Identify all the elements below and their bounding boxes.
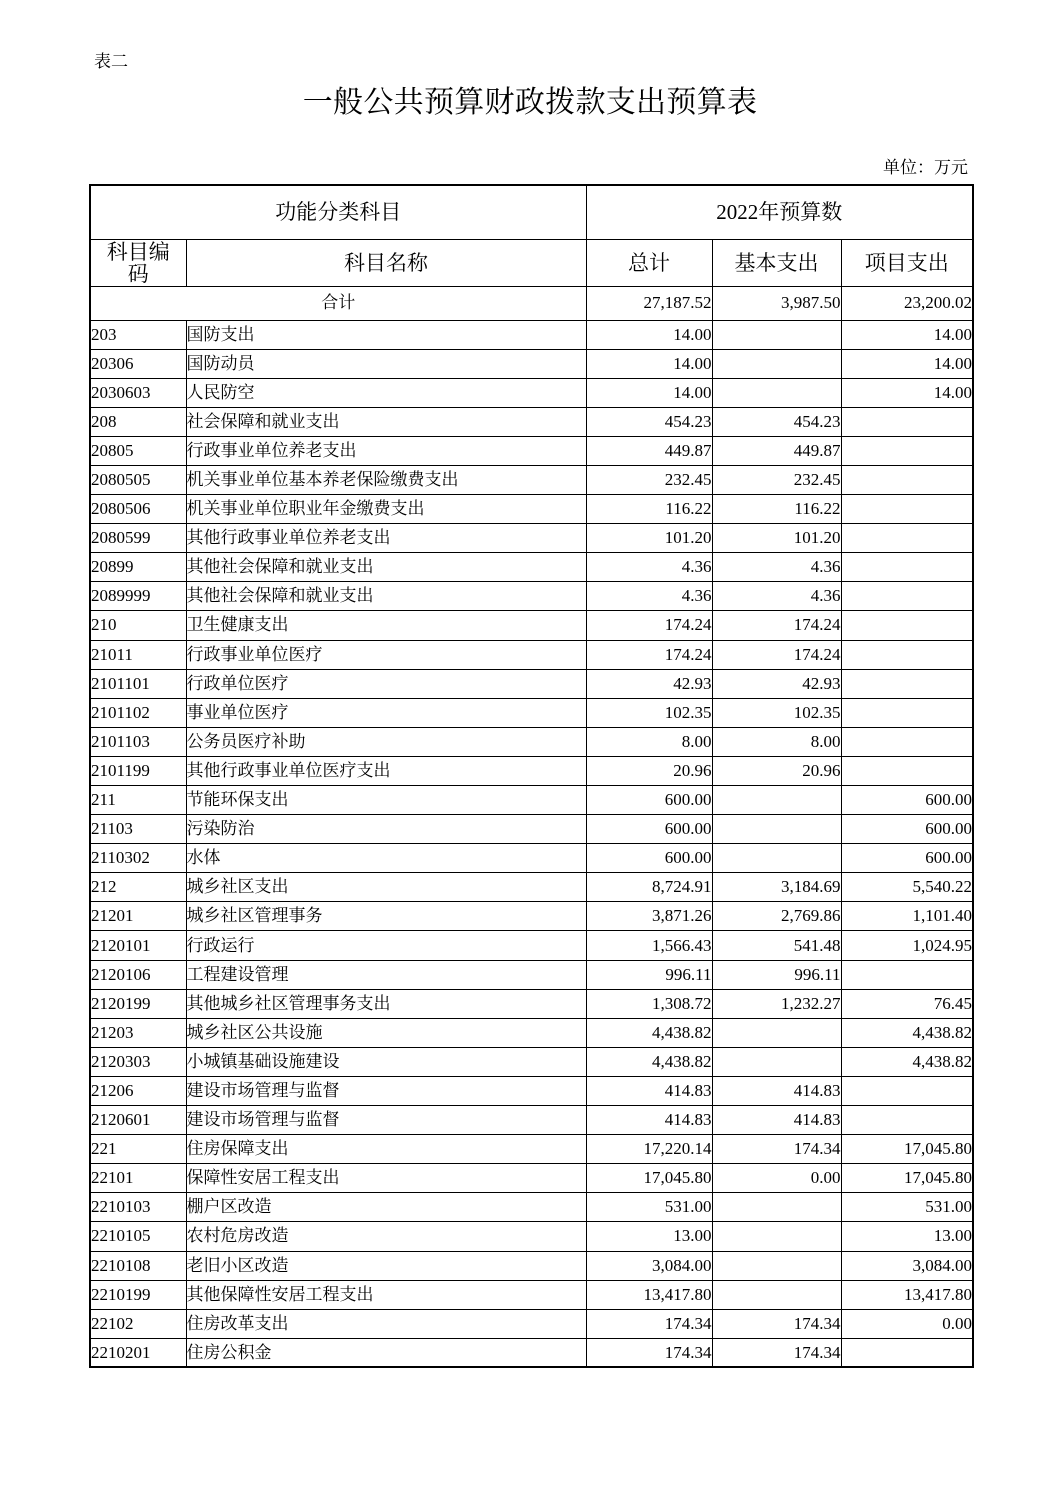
summary-row xyxy=(90,286,973,320)
total-cell: 13.00 xyxy=(586,1222,712,1251)
project-cell: 600.00 xyxy=(841,815,973,844)
total-cell: 14.00 xyxy=(586,320,712,349)
basic-cell xyxy=(712,320,841,349)
basic-cell: 174.34 xyxy=(712,1135,841,1164)
code-cell: 2030603 xyxy=(90,378,186,407)
code-cell: 211 xyxy=(90,786,186,815)
code-cell: 21203 xyxy=(90,1018,186,1047)
project-cell xyxy=(841,465,973,494)
total-cell: 4.36 xyxy=(586,582,712,611)
name-cell: 卫生健康支出 xyxy=(186,611,586,640)
summary-basic: 3,987.50 xyxy=(712,286,841,320)
code-cell: 2101101 xyxy=(90,669,186,698)
name-cell: 其他行政事业单位养老支出 xyxy=(186,524,586,553)
total-cell: 174.34 xyxy=(586,1338,712,1367)
table-row xyxy=(90,1047,973,1076)
header-name: 科目名称 xyxy=(186,239,586,286)
table-row xyxy=(90,1106,973,1135)
code-cell: 2101102 xyxy=(90,698,186,727)
table-row xyxy=(90,989,973,1018)
basic-cell xyxy=(712,1018,841,1047)
project-cell: 17,045.80 xyxy=(841,1164,973,1193)
header-code xyxy=(90,239,186,286)
basic-cell xyxy=(712,349,841,378)
total-cell: 4,438.82 xyxy=(586,1018,712,1047)
project-cell: 0.00 xyxy=(841,1309,973,1338)
header-row-columns xyxy=(90,239,973,286)
name-cell: 机关事业单位职业年金缴费支出 xyxy=(186,495,586,524)
name-cell: 建设市场管理与监督 xyxy=(186,1106,586,1135)
basic-cell: 0.00 xyxy=(712,1164,841,1193)
table-row xyxy=(90,320,973,349)
name-cell: 其他社会保障和就业支出 xyxy=(186,553,586,582)
name-cell: 工程建设管理 xyxy=(186,960,586,989)
project-cell: 1,024.95 xyxy=(841,931,973,960)
total-cell: 600.00 xyxy=(586,815,712,844)
project-cell xyxy=(841,669,973,698)
basic-cell: 101.20 xyxy=(712,524,841,553)
name-cell: 其他社会保障和就业支出 xyxy=(186,582,586,611)
code-cell: 2210108 xyxy=(90,1251,186,1280)
table-row xyxy=(90,1338,973,1367)
name-cell: 其他保障性安居工程支出 xyxy=(186,1280,586,1309)
summary-label: 合计 xyxy=(90,286,586,320)
project-cell: 5,540.22 xyxy=(841,873,973,902)
code-cell: 2089999 xyxy=(90,582,186,611)
table-row xyxy=(90,669,973,698)
project-cell xyxy=(841,611,973,640)
unit-label: 单位：万元 xyxy=(883,158,968,177)
project-cell xyxy=(841,960,973,989)
project-cell: 14.00 xyxy=(841,349,973,378)
project-cell xyxy=(841,407,973,436)
name-cell: 公务员医疗补助 xyxy=(186,727,586,756)
code-cell: 2210199 xyxy=(90,1280,186,1309)
total-cell: 232.45 xyxy=(586,465,712,494)
code-cell: 21011 xyxy=(90,640,186,669)
header-row-top xyxy=(90,185,973,239)
basic-cell: 2,769.86 xyxy=(712,902,841,931)
name-cell: 其他行政事业单位医疗支出 xyxy=(186,756,586,785)
total-cell: 414.83 xyxy=(586,1106,712,1135)
total-cell: 174.34 xyxy=(586,1309,712,1338)
total-cell: 531.00 xyxy=(586,1193,712,1222)
project-cell: 1,101.40 xyxy=(841,902,973,931)
name-cell: 污染防治 xyxy=(186,815,586,844)
table-row xyxy=(90,1193,973,1222)
code-cell: 2110302 xyxy=(90,844,186,873)
code-cell: 2210201 xyxy=(90,1338,186,1367)
code-cell: 2080506 xyxy=(90,495,186,524)
name-cell: 节能环保支出 xyxy=(186,786,586,815)
basic-cell: 116.22 xyxy=(712,495,841,524)
table-row xyxy=(90,873,973,902)
table-row xyxy=(90,1135,973,1164)
name-cell: 社会保障和就业支出 xyxy=(186,407,586,436)
code-cell: 20306 xyxy=(90,349,186,378)
total-cell: 3,871.26 xyxy=(586,902,712,931)
basic-cell xyxy=(712,378,841,407)
total-cell: 3,084.00 xyxy=(586,1251,712,1280)
table-row xyxy=(90,1222,973,1251)
total-cell: 101.20 xyxy=(586,524,712,553)
name-cell: 保障性安居工程支出 xyxy=(186,1164,586,1193)
summary-project: 23,200.02 xyxy=(841,286,973,320)
project-cell: 4,438.82 xyxy=(841,1047,973,1076)
table-row xyxy=(90,378,973,407)
basic-cell: 8.00 xyxy=(712,727,841,756)
total-cell: 4,438.82 xyxy=(586,1047,712,1076)
table-row xyxy=(90,756,973,785)
code-cell: 21103 xyxy=(90,815,186,844)
name-cell: 行政事业单位医疗 xyxy=(186,640,586,669)
basic-cell: 232.45 xyxy=(712,465,841,494)
total-cell: 174.24 xyxy=(586,611,712,640)
total-cell: 600.00 xyxy=(586,786,712,815)
name-cell: 国防支出 xyxy=(186,320,586,349)
total-cell: 414.83 xyxy=(586,1076,712,1105)
table-row xyxy=(90,1280,973,1309)
total-cell: 1,566.43 xyxy=(586,931,712,960)
basic-cell: 414.83 xyxy=(712,1076,841,1105)
name-cell: 水体 xyxy=(186,844,586,873)
code-cell: 2120601 xyxy=(90,1106,186,1135)
table-row xyxy=(90,1251,973,1280)
project-cell: 3,084.00 xyxy=(841,1251,973,1280)
project-cell xyxy=(841,1106,973,1135)
project-cell: 600.00 xyxy=(841,786,973,815)
total-cell: 13,417.80 xyxy=(586,1280,712,1309)
project-cell: 13.00 xyxy=(841,1222,973,1251)
total-cell: 20.96 xyxy=(586,756,712,785)
header-project: 项目支出 xyxy=(841,239,973,286)
name-cell: 城乡社区支出 xyxy=(186,873,586,902)
code-cell: 22102 xyxy=(90,1309,186,1338)
name-cell: 行政事业单位养老支出 xyxy=(186,436,586,465)
code-cell: 22101 xyxy=(90,1164,186,1193)
table-row xyxy=(90,1164,973,1193)
table-row xyxy=(90,407,973,436)
project-cell xyxy=(841,727,973,756)
code-cell: 2120106 xyxy=(90,960,186,989)
total-cell: 174.24 xyxy=(586,640,712,669)
basic-cell: 102.35 xyxy=(712,698,841,727)
project-cell xyxy=(841,436,973,465)
code-cell: 21206 xyxy=(90,1076,186,1105)
name-cell: 事业单位医疗 xyxy=(186,698,586,727)
basic-cell xyxy=(712,1251,841,1280)
project-cell xyxy=(841,524,973,553)
table-row xyxy=(90,931,973,960)
name-cell: 住房保障支出 xyxy=(186,1135,586,1164)
table-row xyxy=(90,553,973,582)
total-cell: 8.00 xyxy=(586,727,712,756)
table-row xyxy=(90,727,973,756)
name-cell: 老旧小区改造 xyxy=(186,1251,586,1280)
basic-cell: 541.48 xyxy=(712,931,841,960)
code-cell: 2101103 xyxy=(90,727,186,756)
header-functional-category: 功能分类科目 xyxy=(90,185,586,239)
basic-cell: 3,184.69 xyxy=(712,873,841,902)
name-cell: 棚户区改造 xyxy=(186,1193,586,1222)
code-cell: 2210105 xyxy=(90,1222,186,1251)
total-cell: 600.00 xyxy=(586,844,712,873)
code-cell: 20899 xyxy=(90,553,186,582)
total-cell: 14.00 xyxy=(586,378,712,407)
project-cell: 13,417.80 xyxy=(841,1280,973,1309)
project-cell: 17,045.80 xyxy=(841,1135,973,1164)
code-cell: 20805 xyxy=(90,436,186,465)
total-cell: 17,220.14 xyxy=(586,1135,712,1164)
header-total: 总计 xyxy=(586,239,712,286)
code-cell: 203 xyxy=(90,320,186,349)
basic-cell: 174.34 xyxy=(712,1338,841,1367)
basic-cell: 414.83 xyxy=(712,1106,841,1135)
basic-cell xyxy=(712,786,841,815)
table-row xyxy=(90,1018,973,1047)
project-cell xyxy=(841,756,973,785)
basic-cell: 454.23 xyxy=(712,407,841,436)
name-cell: 行政单位医疗 xyxy=(186,669,586,698)
basic-cell: 20.96 xyxy=(712,756,841,785)
table-row xyxy=(90,349,973,378)
code-cell: 2101199 xyxy=(90,756,186,785)
code-cell: 2210103 xyxy=(90,1193,186,1222)
project-cell xyxy=(841,582,973,611)
project-cell: 531.00 xyxy=(841,1193,973,1222)
project-cell xyxy=(841,1076,973,1105)
total-cell: 996.11 xyxy=(586,960,712,989)
basic-cell: 996.11 xyxy=(712,960,841,989)
table-row xyxy=(90,582,973,611)
header-basic: 基本支出 xyxy=(712,239,841,286)
code-cell: 208 xyxy=(90,407,186,436)
basic-cell xyxy=(712,1193,841,1222)
name-cell: 机关事业单位基本养老保险缴费支出 xyxy=(186,465,586,494)
code-cell: 2120101 xyxy=(90,931,186,960)
table-row xyxy=(90,786,973,815)
project-cell: 14.00 xyxy=(841,378,973,407)
name-cell: 住房改革支出 xyxy=(186,1309,586,1338)
total-cell: 42.93 xyxy=(586,669,712,698)
name-cell: 建设市场管理与监督 xyxy=(186,1076,586,1105)
project-cell xyxy=(841,495,973,524)
name-cell: 国防动员 xyxy=(186,349,586,378)
basic-cell: 174.34 xyxy=(712,1309,841,1338)
name-cell: 城乡社区公共设施 xyxy=(186,1018,586,1047)
table-row xyxy=(90,524,973,553)
project-cell: 14.00 xyxy=(841,320,973,349)
code-cell: 212 xyxy=(90,873,186,902)
code-cell: 2080505 xyxy=(90,465,186,494)
name-cell: 人民防空 xyxy=(186,378,586,407)
basic-cell: 1,232.27 xyxy=(712,989,841,1018)
basic-cell: 174.24 xyxy=(712,640,841,669)
total-cell: 454.23 xyxy=(586,407,712,436)
table-row xyxy=(90,960,973,989)
header-code-label: 科目编码 xyxy=(106,239,170,286)
table-row xyxy=(90,436,973,465)
basic-cell xyxy=(712,815,841,844)
code-cell: 221 xyxy=(90,1135,186,1164)
page-title: 一般公共预算财政拨款支出预算表 xyxy=(302,86,758,119)
table-row xyxy=(90,1309,973,1338)
code-cell: 2120303 xyxy=(90,1047,186,1076)
table-row xyxy=(90,902,973,931)
budget-table xyxy=(89,184,974,1368)
basic-cell: 4.36 xyxy=(712,553,841,582)
total-cell: 8,724.91 xyxy=(586,873,712,902)
project-cell: 4,438.82 xyxy=(841,1018,973,1047)
table-row xyxy=(90,465,973,494)
header-budget-year: 2022年预算数 xyxy=(586,185,973,239)
name-cell: 城乡社区管理事务 xyxy=(186,902,586,931)
name-cell: 住房公积金 xyxy=(186,1338,586,1367)
table-row xyxy=(90,611,973,640)
table-row xyxy=(90,698,973,727)
total-cell: 449.87 xyxy=(586,436,712,465)
name-cell: 其他城乡社区管理事务支出 xyxy=(186,989,586,1018)
project-cell: 600.00 xyxy=(841,844,973,873)
total-cell: 17,045.80 xyxy=(586,1164,712,1193)
basic-cell: 4.36 xyxy=(712,582,841,611)
total-cell: 102.35 xyxy=(586,698,712,727)
total-cell: 116.22 xyxy=(586,495,712,524)
table-row xyxy=(90,815,973,844)
table-number: 表二 xyxy=(94,52,128,71)
basic-cell: 174.24 xyxy=(712,611,841,640)
name-cell: 农村危房改造 xyxy=(186,1222,586,1251)
total-cell: 4.36 xyxy=(586,553,712,582)
project-cell xyxy=(841,698,973,727)
project-cell xyxy=(841,553,973,582)
basic-cell xyxy=(712,1280,841,1309)
project-cell xyxy=(841,1338,973,1367)
basic-cell xyxy=(712,1222,841,1251)
total-cell: 14.00 xyxy=(586,349,712,378)
code-cell: 21201 xyxy=(90,902,186,931)
code-cell: 2080599 xyxy=(90,524,186,553)
table-row xyxy=(90,640,973,669)
code-cell: 2120199 xyxy=(90,989,186,1018)
basic-cell: 449.87 xyxy=(712,436,841,465)
basic-cell: 42.93 xyxy=(712,669,841,698)
project-cell: 76.45 xyxy=(841,989,973,1018)
basic-cell xyxy=(712,1047,841,1076)
name-cell: 小城镇基础设施建设 xyxy=(186,1047,586,1076)
basic-cell xyxy=(712,844,841,873)
table-row xyxy=(90,1076,973,1105)
table-row xyxy=(90,495,973,524)
table-row xyxy=(90,844,973,873)
summary-total: 27,187.52 xyxy=(586,286,712,320)
project-cell xyxy=(841,640,973,669)
name-cell: 行政运行 xyxy=(186,931,586,960)
code-cell: 210 xyxy=(90,611,186,640)
total-cell: 1,308.72 xyxy=(586,989,712,1018)
